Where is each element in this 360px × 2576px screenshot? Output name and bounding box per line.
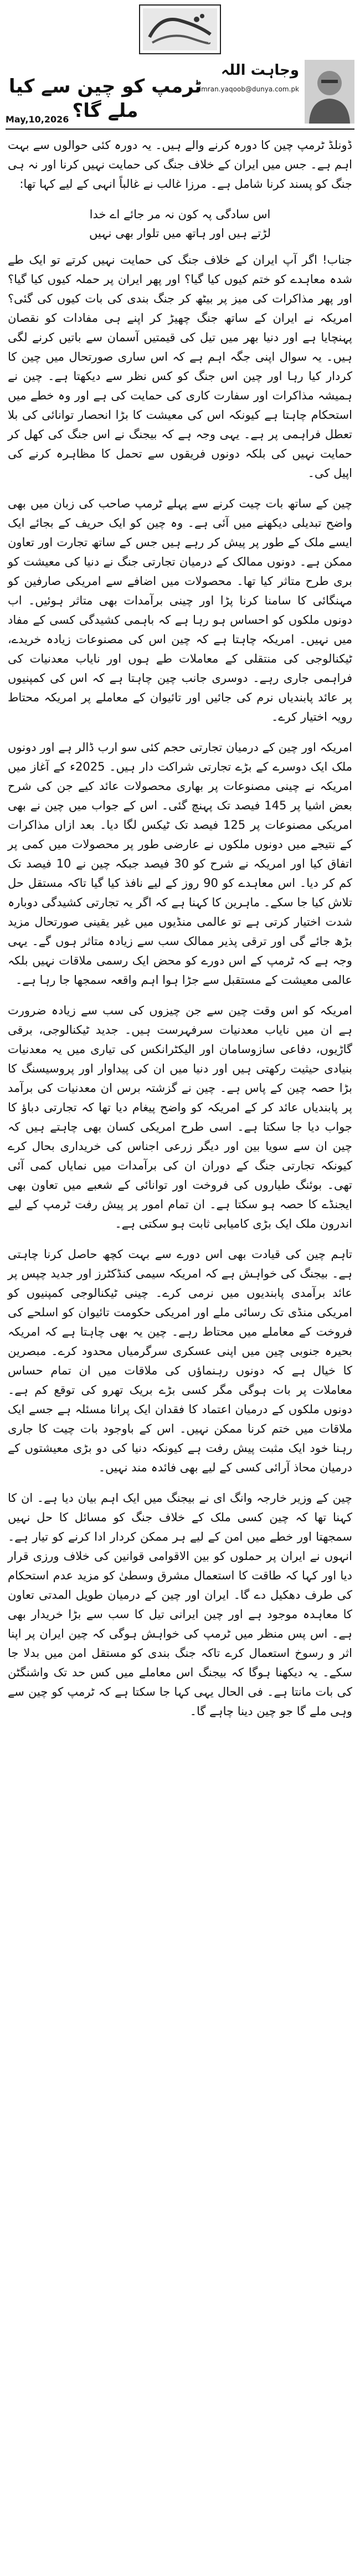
author-name: وجاہت اللہ [221,62,299,79]
publish-date: May,10,2026 [6,114,69,125]
verse-line-2: لڑتے ہیں اور ہاتھ میں تلوار بھی نہیں [89,227,271,240]
article-body [8,136,352,1732]
masthead [0,0,360,58]
author-email: imran.yaqoob@dunya.com.pk [199,85,299,93]
author-portrait-icon [305,60,354,124]
column-header [6,60,354,132]
author-avatar [305,60,354,124]
article-paragraph: تاہم چین کی قیادت بھی اس دورے سے بہت کچھ حاصل کرنا چاہتی ہے۔ بیجنگ کی خواہش ہے کہ امریکہ سیمی کنڈکٹرز اور جدید چپس پر عائد برآمدی پابندیوں میں نرمی کرے۔ چینی ٹیکنالوجی کمپنیوں کو امریکی منڈی تک رسائی ملے اور امریکی حکومت تائیوان کو اسلحے کی فروخت کے معاملے میں محتاط رہے۔ چین یہ بھی چاہتا ہے کہ امریکہ بحیرہ جنوبی چین میں اپنی عسکری سرگرمیاں محدود کرے۔ مبصرین کا خیال ہے کہ دونوں رہنماؤں کی ملاقات میں ان تمام حساس معاملات پر بات ہوگی مگر کسی بڑے بریک تھرو کی توقع کم ہے۔ دونوں ملکوں کے درمیان اعتماد کا فقدان ایک پرانا مسئلہ ہے جسے ایک ملاقات میں ختم کرنا ممکن نہیں۔ اس کے باوجود بات چیت کا جاری رہنا خود ایک مثبت پیش رفت ہے کیونکہ دنیا کی دو بڑی معیشتوں کے درمیان محاذ آرائی کسی کے لیے بھی فائدہ مند نہیں۔ [8,1248,352,1474]
dunya-logo-mark [138,4,222,55]
newspaper-logo [138,4,222,55]
intro-paragraph: ڈونلڈ ٹرمپ چین کا دورہ کرنے والے ہیں۔ یہ دورہ کئی حوالوں سے بہت اہم ہے۔ جس میں ایران کے خلاف جنگ کی حمایت نہیں کرنا اور نہ ہی جنگ کو پسند کرنا شامل ہے۔ مرزا غالب نے غالباً انہی کے لیے کہا تھا: [8,138,352,191]
verse-line-1: اس سادگی پہ کون نہ مر جائے اے خدا [89,208,271,221]
article-paragraph: امریکہ کو اس وقت چین سے جن چیزوں کی سب سے زیادہ ضرورت ہے ان میں نایاب معدنیات سرفہرست ہیں۔ جدید ٹیکنالوجی، برقی گاڑیوں، دفاعی سازوسامان اور الیکٹرانکس کی تیاری میں یہ معدنیات بنیادی حیثیت رکھتی ہیں اور دنیا میں ان کی پیداوار اور پروسیسنگ کا بڑا حصہ چین کے پاس ہے۔ چین نے گزشتہ برس ان معدنیات کی برآمد پر پابندیاں عائد کر کے امریکہ کو واضح پیغام دیا تھا کہ تجارتی دباؤ کا جواب دیا جا سکتا ہے۔ اسی طرح امریکی کسان بھی چاہتے ہیں کہ چین ان سے سویا بین اور دیگر زرعی اجناس کی خریداری بحال کرے کیونکہ تجارتی جنگ کے دوران ان کی برآمدات میں نمایاں کمی آئی تھی۔ بوئنگ طیاروں کی فروخت اور توانائی کے شعبے میں تعاون بھی ایجنڈے کا حصہ ہو سکتا ہے۔ ان تمام امور پر پیش رفت ٹرمپ کے لیے اندرون ملک ایک بڑی کامیابی ثابت ہو سکتی ہے۔ [8,1004,352,1230]
article-paragraph: امریکہ اور چین کے درمیان تجارتی حجم کئی سو ارب ڈالر ہے اور دونوں ملک ایک دوسرے کے بڑے تجارتی شراکت دار ہیں۔ 2025ء کے آغاز میں امریکہ نے چینی مصنوعات پر بھاری محصولات عائد کیے جن کی شرح بعض اشیا پر 145 فیصد تک پہنچ گئی۔ اس کے جواب میں چین نے بھی امریکی مصنوعات پر 125 فیصد تک ٹیکس لگا دیا۔ بعد ازاں مذاکرات کے نتیجے میں دونوں ملکوں نے عارضی طور پر محصولات میں کمی پر اتفاق کیا اور امریکہ نے شرح کو 30 فیصد جبکہ چین نے 10 فیصد تک کم کر دیا۔ اس معاہدے کو 90 روز کے لیے نافذ کیا گیا تاکہ مستقل حل تلاش کیا جا سکے۔ ماہرین کا کہنا ہے کہ اگر یہ تجارتی کشیدگی دوبارہ شدت اختیار کرتی ہے تو عالمی منڈیوں میں غیر یقینی صورتحال مزید بڑھ جائے گی اور ترقی پذیر ممالک سب سے زیادہ متاثر ہوں گے۔ یہی وجہ ہے کہ ٹرمپ کے اس دورے کو محض ایک رسمی ملاقات نہیں بلکہ عالمی معیشت کے مستقبل سے جڑا ہوا اہم واقعہ سمجھا جا رہا ہے۔ [8,741,352,987]
header-divider [6,129,354,130]
author-block [199,60,354,126]
article-paragraph: چین کے ساتھ بات چیت کرنے سے پہلے ٹرمپ صاحب کی زبان میں بھی واضح تبدیلی دیکھنے میں آئی ہے۔ وہ چین کو ایک حریف کے بجائے ایک ایسے ملک کے طور پر پیش کر رہے ہیں جس کے ساتھ تجارت اور تعاون ممکن ہے۔ دونوں ممالک کے درمیان تجارتی جنگ نے دنیا کی معیشت کو بری طرح متاثر کیا تھا۔ محصولات میں اضافے سے امریکی صارفین کو مہنگائی کا سامنا کرنا پڑا اور چینی برآمدات بھی متاثر ہوئیں۔ اب دونوں ملکوں کو احساس ہو رہا ہے کہ باہمی کشیدگی کسی کے مفاد میں نہیں۔ امریکہ چاہتا ہے کہ چین اس کی مصنوعات زیادہ خریدے، ٹیکنالوجی کی منتقلی کے معاملات طے ہوں اور نایاب معدنیات کی فراہمی جاری رہے۔ دوسری جانب چین چاہتا ہے کہ اس کی کمپنیوں پر عائد پابندیاں نرم کی جائیں اور تائیوان کے معاملے پر امریکہ محتاط رویہ اختیار کرے۔ [8,497,352,723]
headline: ٹرمپ کو چین سے کیا ملے گا؟ [8,75,202,122]
verse [8,205,352,243]
article-paragraph: جناب! اگر آپ ایران کے خلاف جنگ کی حمایت نہیں کرتے تو ایک طے شدہ معاہدے کو ختم کیوں کیا گیا؟ اور پھر ایران پر حملہ کیوں کیا گیا؟ اور پھر مذاکرات کی میز پر بیٹھ کر جنگ بندی کی بات کیوں کی گئی؟ امریکہ نے ایران کے ساتھ جنگ چھیڑ کر اپنے ہی مفادات کو نقصان پہنچایا ہے اور دنیا بھر میں تیل کی قیمتیں آسمان سے باتیں کرنے لگی ہیں۔ یہ سوال اپنی جگہ اہم ہے کہ اس ساری صورتحال میں چین کا کردار کیا رہا اور چین اس جنگ کو کس نظر سے دیکھتا ہے۔ چین نے ہمیشہ مذاکرات اور سفارت کاری کی حمایت کی ہے اور وہ خطے میں استحکام چاہتا ہے کیونکہ اس کی معیشت کا بڑا انحصار توانائی کی بلا تعطل فراہمی پر ہے۔ یہی وجہ ہے کہ بیجنگ نے اس جنگ کی کھل کر حمایت نہیں کی بلکہ دونوں فریقوں سے تحمل کا مظاہرہ کرنے کی اپیل کی۔ [8,253,352,480]
article-paragraph: چین کے وزیر خارجہ وانگ ای نے بیجنگ میں ایک اہم بیان دیا ہے۔ ان کا کہنا تھا کہ چین کسی ملک کے خلاف جنگ کو مسائل کا حل نہیں سمجھتا اور خطے میں امن کے لیے ہر ممکن کردار ادا کرنے کو تیار ہے۔ انہوں نے ایران پر حملوں کو بین الاقوامی قوانین کی خلاف ورزی قرار دیا اور کہا کہ طاقت کا استعمال مشرق وسطیٰ کو مزید عدم استحکام کی طرف دھکیل دے گا۔ ایران اور چین کے درمیان طویل المدتی تعاون کا معاہدہ موجود ہے اور چین ایرانی تیل کا سب سے بڑا خریدار بھی ہے۔ اس پس منظر میں ٹرمپ کی خواہش ہوگی کہ چین ایران پر اپنا اثر و رسوخ استعمال کرے تاکہ جنگ بندی کو مستقل امن میں بدلا جا سکے۔ یہ دیکھنا ہوگا کہ بیجنگ اس معاملے میں کس حد تک واشنگٹن کی بات مانتا ہے۔ فی الحال یہی کہا جا سکتا ہے کہ ٹرمپ کو چین سے وہی ملے گا جو چین دینا چاہے گا۔ [8,1491,352,1718]
